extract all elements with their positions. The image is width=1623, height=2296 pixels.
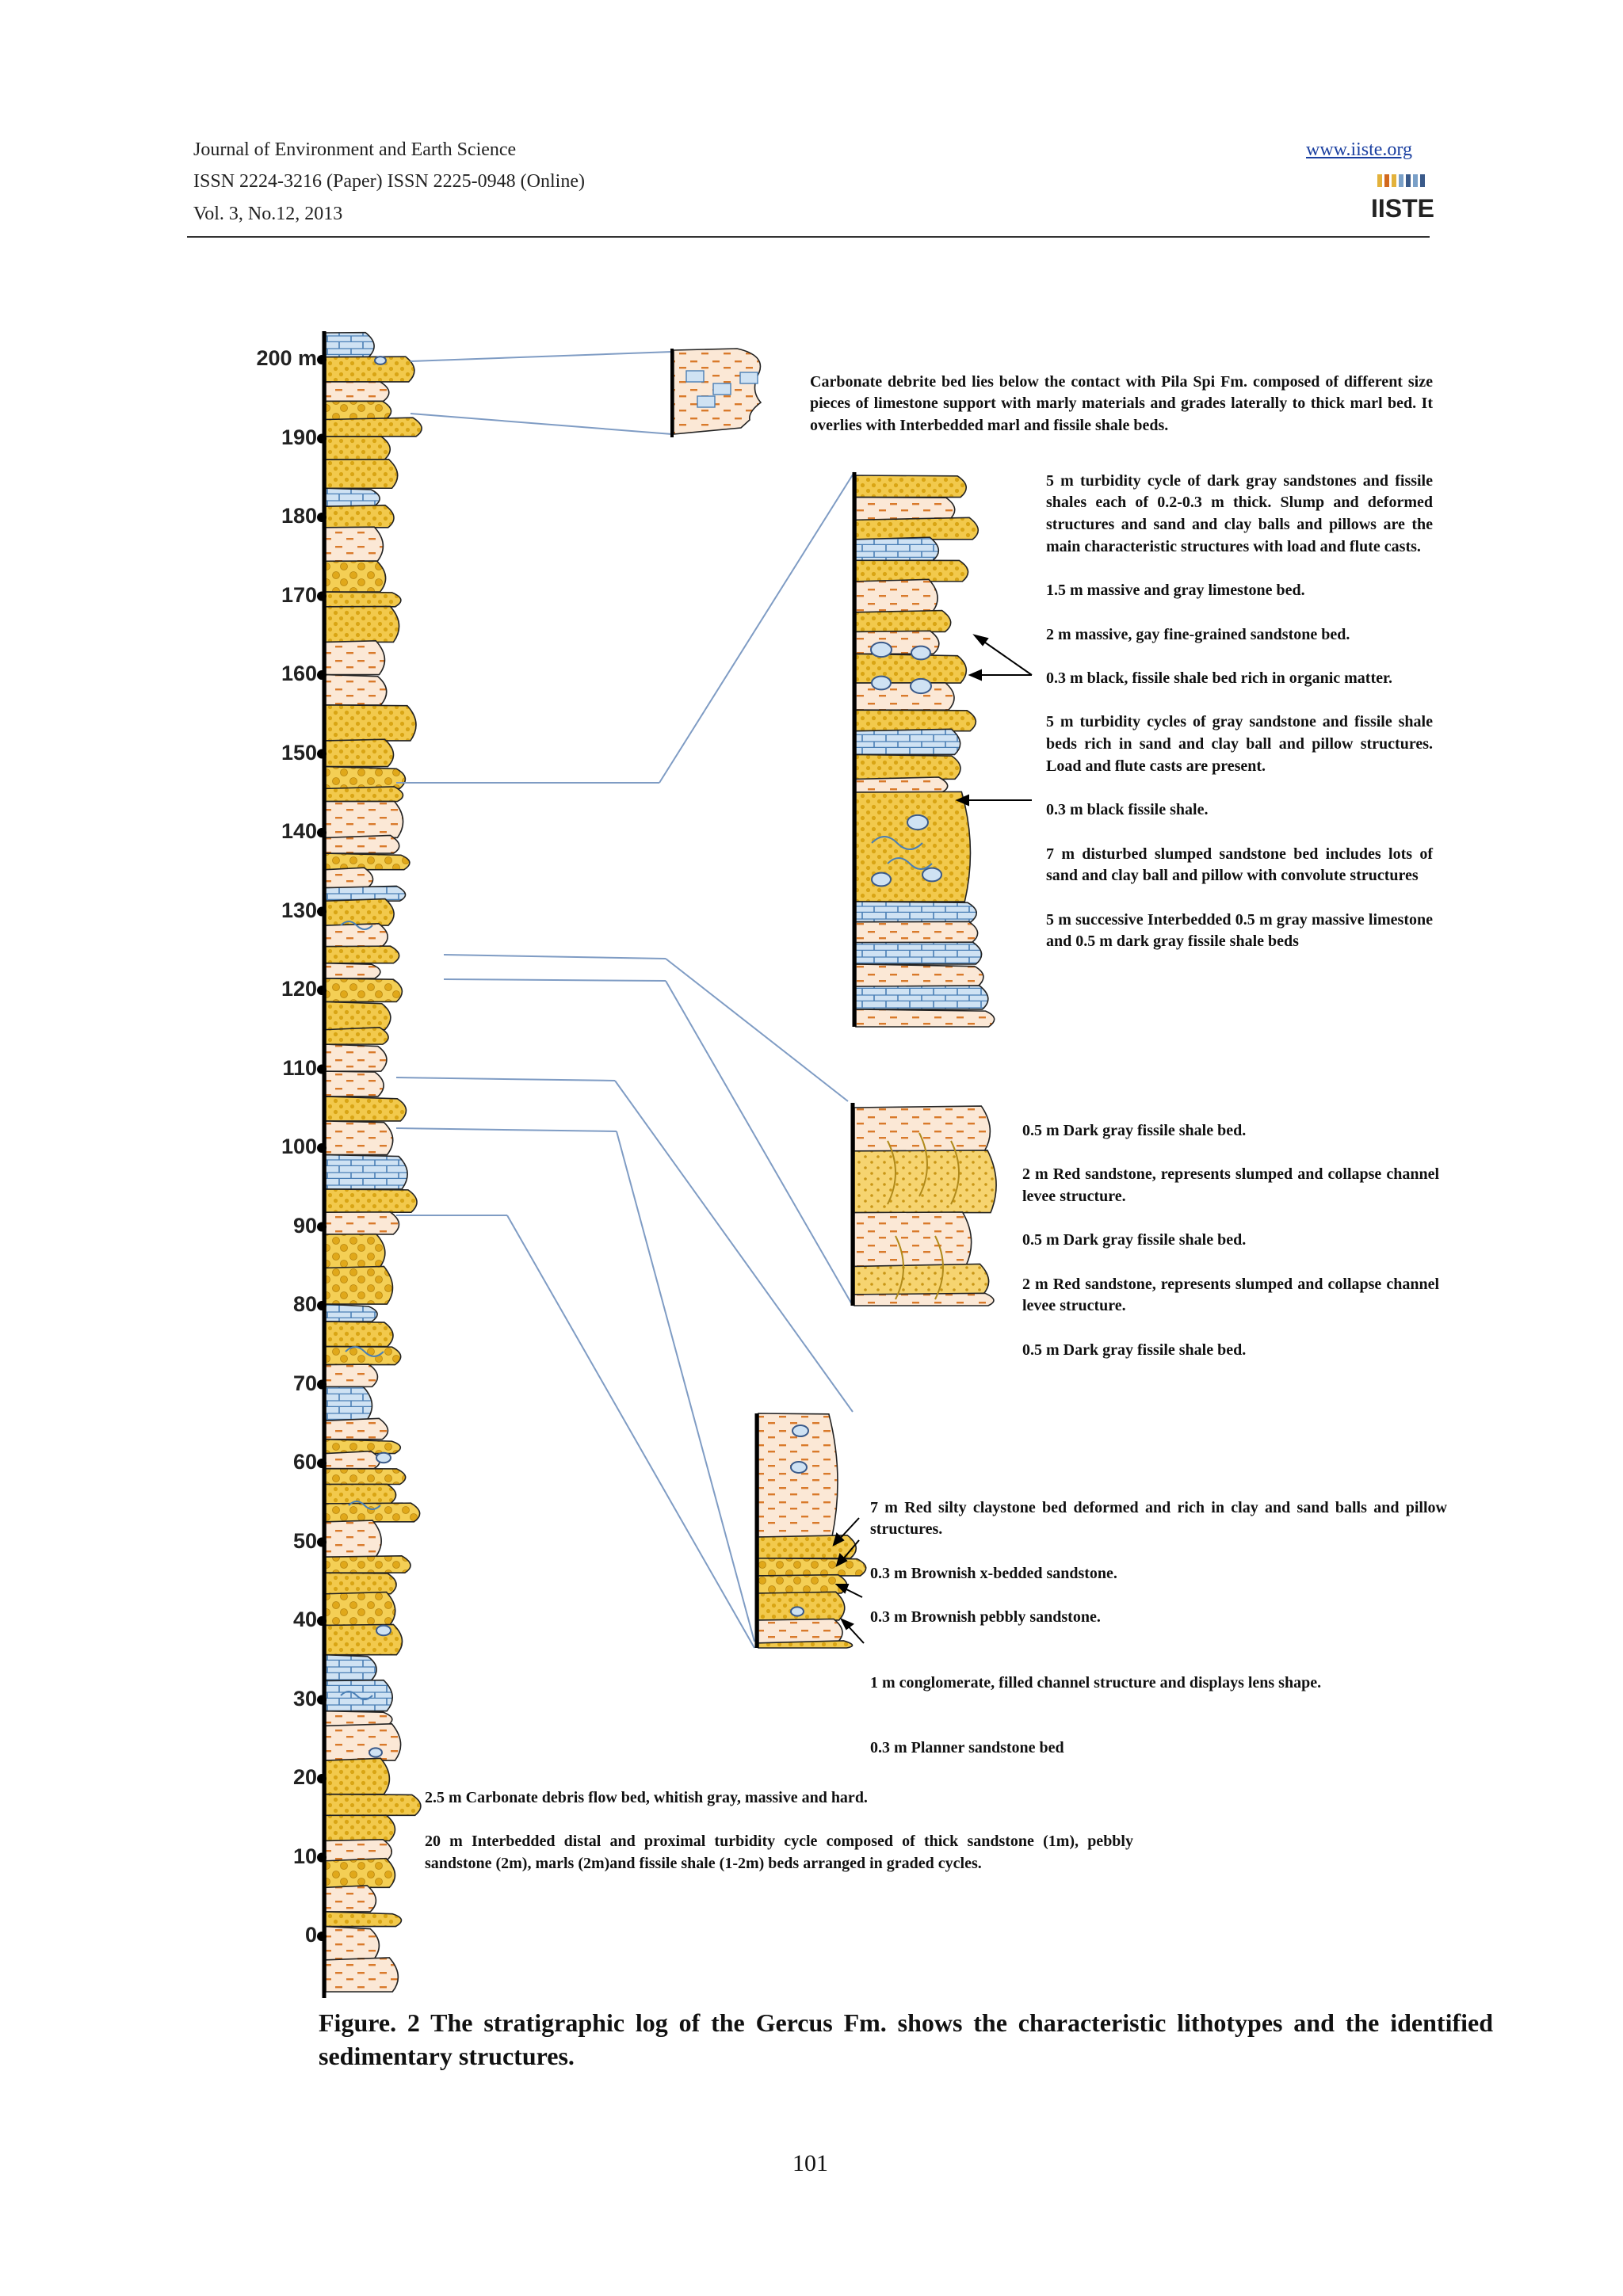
depth-tick-mark — [317, 1380, 327, 1390]
sandstone-bed — [856, 710, 976, 731]
clay-ball-structure — [907, 815, 928, 830]
marl-shale-bed — [326, 1418, 388, 1439]
depth-tick-mark — [317, 1538, 327, 1547]
depth-tick-mark — [317, 1222, 327, 1232]
lower-detail-notes — [870, 1475, 1447, 1781]
clay-ball-structure — [376, 1453, 391, 1463]
limestone-bed — [326, 1680, 392, 1711]
sandstone-bed — [326, 946, 399, 963]
note-line: 1 m conglomerate, filled channel structure and displays lens shape. — [870, 1673, 1322, 1691]
sandstone-bed — [326, 1912, 401, 1927]
marl-shale-bed — [326, 1927, 379, 1960]
pebbly-sandstone-bed — [326, 1503, 420, 1522]
pebbly-sandstone-bed — [326, 978, 402, 1002]
clay-ball-structure — [871, 643, 892, 657]
clay-ball-structure — [792, 1425, 808, 1436]
depth-tick-label: 40 — [292, 1608, 317, 1631]
note-line: 5 m turbidity cycles of gray sandstone and fissile shale beds rich in sand and clay ball and pillow structures. Load and flute casts are present. — [1046, 713, 1433, 775]
upper-detail-notes — [1046, 448, 1433, 975]
depth-tick-label: 120 — [281, 977, 317, 1001]
sandstone-bed — [326, 739, 393, 766]
marl-shale-bed — [854, 1293, 994, 1306]
middle-detail-column — [854, 1106, 996, 1306]
limestone-bed — [856, 729, 960, 754]
pebbly-sandstone-bed — [326, 853, 410, 870]
marl-shale-bed — [854, 1212, 972, 1267]
marl-shale-bed — [326, 1840, 391, 1861]
depth-tick-label: 90 — [292, 1213, 317, 1238]
limestone-clast — [697, 396, 715, 407]
volume-line: Vol. 3, No.12, 2013 — [193, 204, 343, 224]
note-line: 0.5 m Dark gray fissile shale bed. — [1022, 1231, 1247, 1249]
sandstone-bed — [326, 705, 416, 741]
connector-line — [444, 955, 666, 959]
clay-ball-structure — [791, 1462, 807, 1473]
note-line: 5 m successive Interbedded 0.5 m gray massive limestone and 0.5 m dark gray fissile shale beds — [1046, 910, 1433, 951]
arrow-head — [842, 1619, 853, 1629]
connector-line — [444, 979, 666, 981]
sandstone-bed — [326, 437, 390, 460]
marl-shale-bed — [856, 1009, 995, 1027]
pebbly-sandstone-bed — [326, 1859, 395, 1888]
marl-shale-bed — [326, 1451, 380, 1469]
depth-tick-label: 110 — [282, 1055, 317, 1080]
depth-tick-mark — [317, 1143, 327, 1153]
marl-shale-bed — [326, 1886, 376, 1912]
connector-line — [666, 981, 853, 1306]
sandstone-bed — [326, 460, 398, 488]
depth-tick-label: 30 — [292, 1686, 317, 1711]
depth-tick-label: 160 — [281, 662, 317, 685]
marl-shale-bed — [326, 868, 373, 887]
sandstone-bed — [326, 1484, 396, 1503]
depth-tick-mark — [317, 592, 327, 601]
depth-tick-mark — [317, 1616, 327, 1626]
connector-line — [666, 959, 848, 1101]
pebbly-sandstone-bed — [326, 767, 405, 789]
debrite-note-text: Carbonate debrite bed lies below the contact with Pila Spi Fm. composed of different size pieces of limestone support with marly materials and grades laterally to thick marl bed. It overlies with Interbedded marl and fissile shale beds. — [810, 372, 1433, 435]
marl-shale-bed — [326, 1121, 393, 1155]
sandstone-bed — [326, 1189, 417, 1212]
clay-ball-structure — [911, 679, 931, 693]
debrite-inset — [674, 349, 761, 434]
marl-shale-bed — [326, 1212, 399, 1234]
sandstone-bed — [856, 475, 966, 498]
marl-shale-bed — [856, 964, 983, 986]
sandstone-bed — [326, 1573, 396, 1594]
note-line: 0.3 m Brownish x-bedded sandstone. — [870, 1564, 1117, 1582]
depth-tick-mark — [317, 434, 327, 444]
sandstone-bed — [326, 418, 422, 437]
sandstone-bed — [326, 1815, 395, 1840]
depth-tick-mark — [317, 986, 327, 995]
lower-detail-column — [758, 1413, 866, 1648]
depth-tick-mark — [317, 355, 327, 364]
sandstone-bed — [856, 654, 966, 683]
limestone-clast — [713, 383, 731, 395]
depth-tick-label: 10 — [292, 1844, 317, 1868]
pebbly-sandstone-bed — [758, 1558, 866, 1576]
sandstone-bed — [326, 592, 401, 607]
marl-shale-bed — [856, 921, 978, 942]
note-line: 0.3 m black, fissile shale bed rich in organic matter. — [1046, 669, 1393, 688]
connector-line — [411, 414, 672, 434]
clay-ball-structure — [872, 677, 891, 690]
marl-shale-bed — [326, 527, 383, 561]
limestone-bed — [856, 537, 938, 560]
depth-tick-label: 50 — [292, 1528, 317, 1553]
marl-shale-bed — [326, 924, 388, 947]
main-column-ticks — [317, 355, 327, 1941]
marl-shale-bed — [326, 1520, 381, 1557]
marl-shale-bed — [326, 835, 399, 853]
depth-tick-mark — [317, 828, 327, 837]
sandstone-bed — [856, 560, 968, 582]
pebbly-sandstone-bed — [326, 1266, 392, 1304]
clay-ball-structure — [791, 1607, 804, 1615]
middle-detail-notes — [1022, 1098, 1439, 1383]
depth-tick-mark — [317, 670, 327, 680]
sandstone-bed — [326, 1794, 421, 1816]
pebbly-sandstone-bed — [326, 1556, 411, 1573]
pebbly-sandstone-bed — [326, 1469, 406, 1485]
depth-tick-label: 100 — [281, 1135, 317, 1158]
depth-tick-mark — [317, 1695, 327, 1705]
note-line: 0.5 m Dark gray fissile shale bed. — [1022, 1121, 1247, 1139]
connector-line — [396, 1077, 615, 1081]
limestone-bed — [856, 986, 988, 1009]
clay-ball-structure — [369, 1748, 382, 1756]
note-line: 2.5 m Carbonate debris flow bed, whitish gray, massive and hard. — [425, 1788, 868, 1806]
sandstone-bed — [854, 1264, 989, 1294]
depth-tick-label: 150 — [281, 740, 317, 765]
marl-shale-bed — [326, 1364, 377, 1386]
depth-tick-mark — [317, 1853, 327, 1863]
marl-shale-bed — [854, 1106, 990, 1151]
limestone-bed — [856, 902, 976, 922]
sandstone-bed — [326, 1322, 393, 1346]
logo-text: IISTE — [1370, 194, 1435, 223]
limestone-bed — [326, 1386, 372, 1421]
depth-tick-mark — [317, 907, 327, 917]
connector-line — [411, 352, 672, 361]
connector-line — [659, 472, 854, 783]
depth-tick-label: 200 m — [256, 346, 317, 370]
marl-shale-bed — [856, 498, 955, 521]
depth-tick-label: 0 — [304, 1923, 317, 1947]
limestone-bed — [326, 333, 374, 357]
depth-tick-label: 140 — [281, 819, 317, 843]
depth-tick-label: 20 — [292, 1765, 317, 1789]
note-line: 1.5 m massive and gray limestone bed. — [1046, 582, 1305, 600]
sandstone-bed — [326, 505, 394, 528]
note-line: 7 m disturbed slumped sandstone bed includes lots of sand and clay ball and pillow with convolute structures — [1046, 845, 1433, 885]
marl-shale-bed — [326, 1044, 387, 1071]
note-line: 0.5 m Dark gray fissile shale bed. — [1022, 1341, 1247, 1359]
limestone-bed — [326, 1304, 377, 1322]
basal-notes — [425, 1765, 1133, 1897]
depth-tick-label: 180 — [281, 504, 317, 528]
pebbly-sandstone-bed — [326, 401, 391, 419]
sandstone-bed — [758, 1592, 845, 1620]
main-column-beds — [326, 333, 422, 1992]
limestone-bed — [326, 1655, 376, 1681]
pebbly-sandstone-bed — [326, 1234, 385, 1268]
sandstone-bed — [326, 357, 414, 382]
depth-tick-mark — [317, 1459, 327, 1468]
connector-line — [396, 1128, 617, 1131]
figure-caption: Figure. 2 The stratigraphic log of the Gercus Fm. shows the characteristic lithotypes and the identified sedimentary structures. — [319, 2008, 1493, 2070]
depth-tick-label: 190 — [281, 425, 317, 449]
depth-tick-label: 130 — [281, 898, 317, 922]
depth-tick-label: 60 — [292, 1450, 317, 1474]
limestone-bed — [326, 1155, 407, 1189]
journal-title: Journal of Environment and Earth Science — [193, 139, 517, 160]
limestone-bed — [326, 488, 380, 506]
sandstone-bed — [326, 787, 403, 802]
marl-shale-bed — [856, 777, 948, 792]
sandstone-bed — [856, 517, 978, 539]
sandstone-bed — [326, 1001, 391, 1029]
sandstone-bed — [326, 1097, 406, 1121]
depth-tick-label: 80 — [292, 1292, 317, 1316]
clay-ball-structure — [872, 873, 891, 887]
note-line: 7 m Red silty claystone bed deformed and rich in clay and sand balls and pillow structures. — [870, 1498, 1447, 1539]
note-line: 2 m Red sandstone, represents slumped and collapse channel levee structure. — [1022, 1165, 1439, 1205]
depth-tick-label: 70 — [292, 1371, 317, 1395]
marl-shale-bed — [326, 382, 389, 402]
note-line: 0.3 m Brownish pebbly sandstone. — [870, 1608, 1101, 1627]
note-line: 0.3 m black fissile shale. — [1046, 801, 1209, 819]
marl-shale-bed — [326, 641, 384, 675]
issn-line: ISSN 2224-3216 (Paper) ISSN 2225-0948 (Online) — [193, 171, 585, 192]
clay-ball-structure — [376, 1626, 391, 1636]
upper-detail-column — [856, 475, 995, 1027]
marl-shale-bed — [326, 1071, 384, 1097]
marl-shale-bed — [856, 579, 938, 612]
pebbly-sandstone-bed — [326, 561, 386, 592]
marl-shale-bed — [758, 1619, 842, 1643]
limestone-clast — [740, 372, 758, 383]
arrow — [980, 639, 1032, 675]
depth-tick-mark — [317, 1932, 327, 1941]
depth-tick-mark — [317, 1301, 327, 1310]
clay-ball-structure — [375, 357, 386, 364]
limestone-clast — [686, 371, 704, 382]
clay-ball-structure — [911, 646, 930, 660]
clay-ball-structure — [922, 868, 941, 882]
note-line: 2 m massive, gay fine-grained sandstone bed. — [1046, 625, 1350, 643]
sandstone-bed — [856, 791, 970, 902]
arrow-head — [970, 670, 981, 680]
sandstone-bed — [326, 1758, 389, 1794]
note-line: 2 m Red sandstone, represents slumped and collapse channel levee structure. — [1022, 1275, 1439, 1315]
marl-shale-bed — [326, 963, 380, 978]
debrite-note — [810, 349, 1433, 435]
connector-line — [507, 1215, 754, 1648]
page-number: 101 — [792, 2150, 828, 2176]
marl-shale-bed — [326, 675, 387, 705]
sandstone-bed — [326, 1028, 388, 1044]
marl-shale-bed — [326, 1958, 398, 1992]
pebbly-sandstone-bed — [326, 1347, 401, 1365]
limestone-bed — [326, 886, 406, 901]
pebbly-sandstone-bed — [758, 1575, 847, 1593]
depth-tick-mark — [317, 1065, 327, 1074]
depth-tick-mark — [317, 749, 327, 759]
limestone-bed — [856, 942, 982, 964]
sandstone-bed — [856, 754, 960, 779]
sandstone-bed — [856, 611, 951, 632]
sandstone-bed — [326, 606, 399, 642]
sandstone-bed — [326, 899, 394, 925]
note-line: 0.3 m Planner sandstone bed — [870, 1739, 1064, 1757]
connector-line — [615, 1081, 853, 1412]
marl-shale-bed — [326, 801, 403, 837]
pebbly-sandstone-bed — [326, 1592, 395, 1626]
depth-tick-mark — [317, 513, 327, 522]
depth-tick-mark — [317, 1774, 327, 1783]
note-line: 5 m turbidity cycle of dark gray sandstones and fissile shales each of 0.2-0.3 m thick. Slump and deformed structures and sand and clay balls and pillows are the main characteristic structures with load and flute casts. — [1046, 471, 1433, 555]
note-line: 20 m Interbedded distal and proximal turbidity cycle composed of thick sandstone (1m), pebbly sandstone (2m), marls (2m)and fissile shale (1-2m) beds arranged in graded cycles. — [425, 1833, 1133, 1872]
depth-tick-label: 170 — [281, 582, 317, 607]
marl-shale-bed — [856, 683, 954, 710]
connector-line — [617, 1131, 754, 1642]
journal-url-link[interactable]: www.iiste.org — [1306, 139, 1412, 160]
marl-shale-bed — [326, 1724, 401, 1760]
